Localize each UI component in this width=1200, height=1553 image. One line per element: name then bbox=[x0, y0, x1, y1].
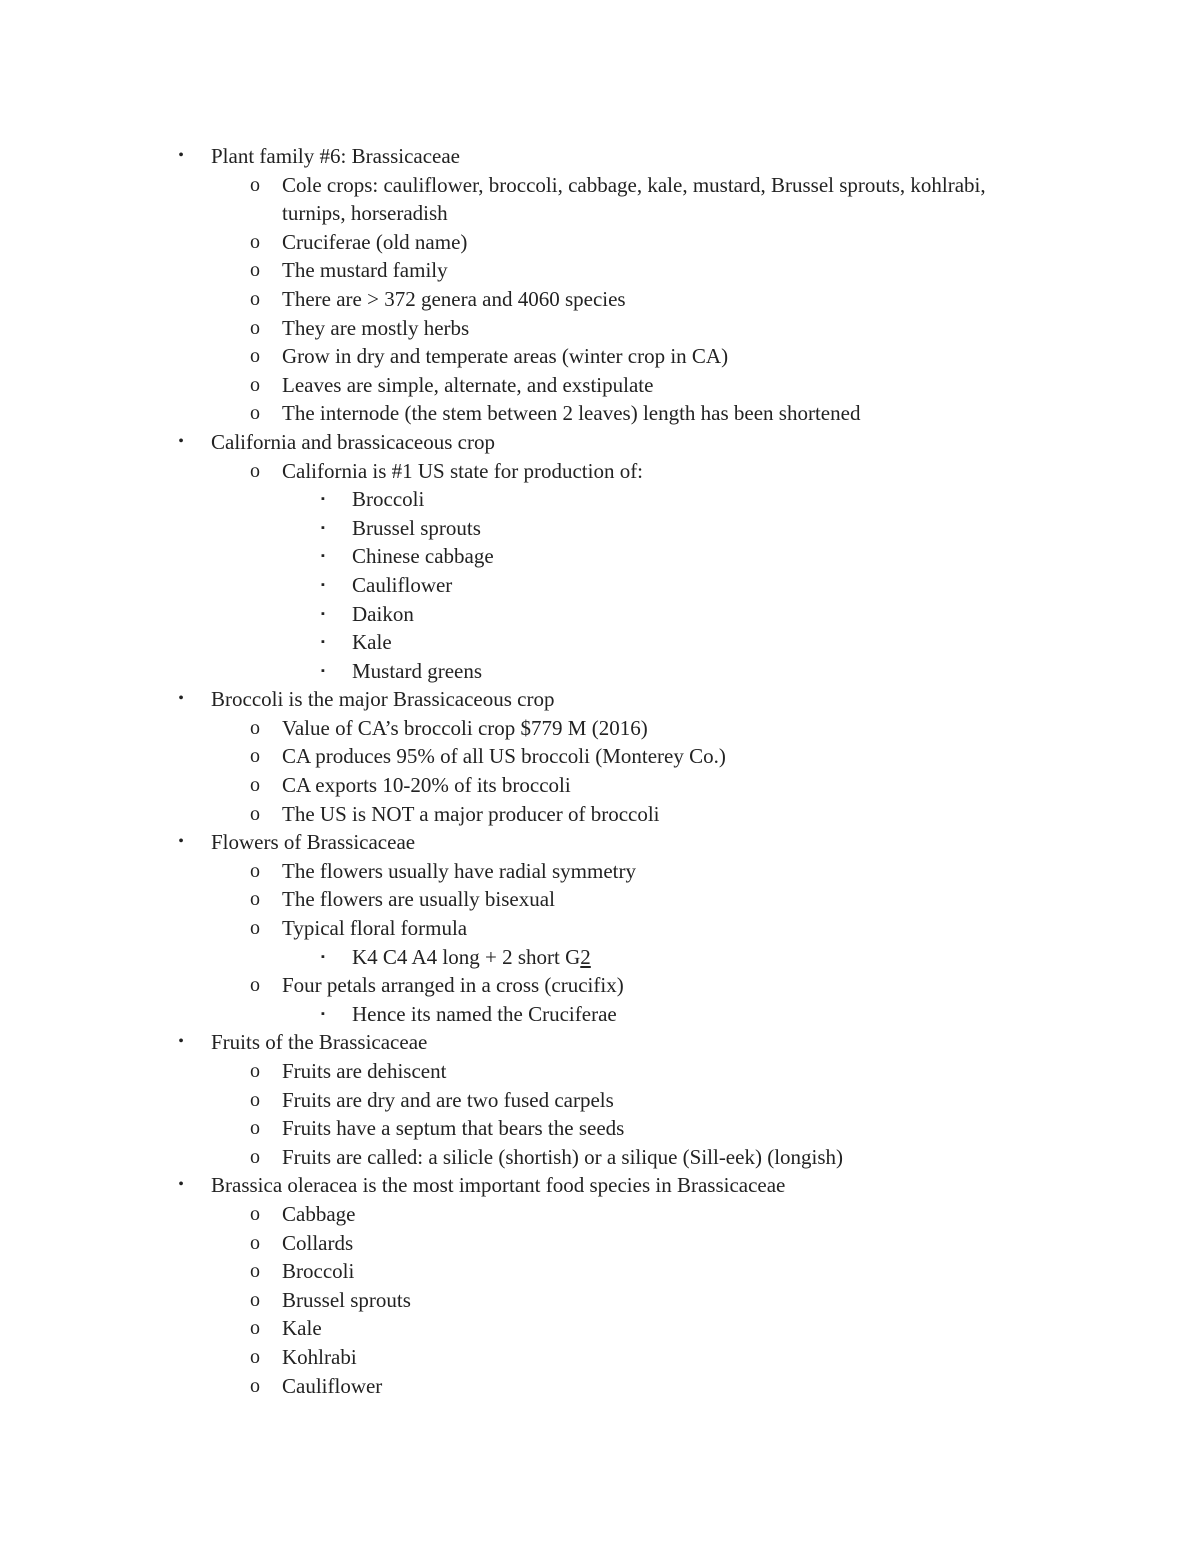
floral-formula: K4 C4 A4 long + 2 short G bbox=[352, 944, 581, 969]
bullet-marker: • bbox=[178, 833, 184, 851]
circle-marker: o bbox=[250, 774, 260, 797]
sub-item bbox=[0, 1086, 1200, 1115]
circle-marker: o bbox=[250, 259, 260, 282]
sub-sub-item bbox=[0, 943, 1200, 972]
bullet-marker: • bbox=[178, 690, 184, 708]
sub-item-text: There are > 372 genera and 4060 species bbox=[282, 286, 626, 311]
sub-item bbox=[0, 256, 1200, 285]
sub-item bbox=[0, 342, 1200, 371]
sub-item bbox=[0, 1057, 1200, 1086]
circle-marker: o bbox=[250, 373, 260, 396]
sub-item bbox=[0, 885, 1200, 914]
sub-sub-item bbox=[0, 542, 1200, 571]
sub-item bbox=[0, 1200, 1200, 1229]
crop-name: Broccoli bbox=[352, 487, 425, 512]
sub-item-text: CA produces 95% of all US broccoli (Monterey Co.) bbox=[282, 744, 726, 769]
circle-marker: o bbox=[250, 1088, 260, 1111]
circle-marker: o bbox=[250, 1145, 260, 1168]
sub-item-text: Cruciferae (old name) bbox=[282, 229, 468, 254]
notes-document bbox=[0, 142, 1200, 1400]
sub-item bbox=[0, 1314, 1200, 1343]
square-marker: ▪ bbox=[321, 1007, 325, 1020]
sub-item bbox=[0, 914, 1200, 943]
crop-name: Kale bbox=[352, 630, 392, 655]
circle-marker: o bbox=[250, 1060, 260, 1082]
sub-sub-item bbox=[0, 628, 1200, 657]
circle-marker: o bbox=[250, 1374, 260, 1397]
section-heading: Plant family #6: Brassicaceae bbox=[211, 144, 460, 168]
bullet-item bbox=[0, 685, 1200, 714]
sub-item-text: Fruits are dehiscent bbox=[282, 1059, 447, 1083]
sub-sub-item-text: Hence its named the Cruciferae bbox=[352, 1001, 617, 1026]
circle-marker: o bbox=[250, 1231, 260, 1254]
sub-sub-item bbox=[0, 657, 1200, 686]
sub-item bbox=[0, 714, 1200, 743]
sub-item-text: They are mostly herbs bbox=[282, 315, 470, 340]
circle-marker: o bbox=[250, 745, 260, 768]
sub-item bbox=[0, 1257, 1200, 1286]
sub-item bbox=[0, 371, 1200, 400]
sub-item-text: Fruits are called: a silicle (shortish) or a silique (Sill-eek) (longish) bbox=[282, 1144, 844, 1169]
circle-marker: o bbox=[250, 345, 260, 368]
circle-marker: o bbox=[250, 1260, 260, 1283]
bullet-item bbox=[0, 828, 1200, 857]
sub-item-text: Value of CA’s broccoli crop $779 M (2016) bbox=[282, 715, 648, 740]
sub-item bbox=[0, 285, 1200, 314]
sub-item-text: The flowers usually have radial symmetry bbox=[282, 858, 636, 883]
sub-item-text: California is #1 US state for production of: bbox=[282, 458, 644, 483]
circle-marker: o bbox=[250, 917, 260, 940]
sub-item-text: The flowers are usually bisexual bbox=[282, 887, 555, 912]
sub-item bbox=[0, 1143, 1200, 1172]
sub-item bbox=[0, 742, 1200, 771]
sub-sub-item bbox=[0, 600, 1200, 629]
sub-item-text: Cabbage bbox=[282, 1201, 356, 1226]
sub-item-text: Cole crops: cauliflower, broccoli, cabbage, kale, mustard, Brussel sprouts, kohlrabi, turnips, horseradish bbox=[282, 172, 986, 226]
bullet-item bbox=[0, 1171, 1200, 1200]
circle-marker: o bbox=[250, 459, 260, 482]
crop-name: Daikon bbox=[352, 601, 414, 626]
bullet-marker: • bbox=[178, 1176, 184, 1194]
sub-item bbox=[0, 1372, 1200, 1401]
sub-item bbox=[0, 1343, 1200, 1372]
section-heading: Broccoli is the major Brassicaceous crop bbox=[211, 687, 555, 712]
bullet-item bbox=[0, 142, 1200, 171]
circle-marker: o bbox=[250, 802, 260, 825]
circle-marker: o bbox=[250, 1345, 260, 1368]
circle-marker: o bbox=[250, 287, 260, 310]
square-marker: ▪ bbox=[321, 493, 325, 506]
sub-item-text: Kohlrabi bbox=[282, 1344, 357, 1369]
sub-item-text: The mustard family bbox=[282, 258, 448, 283]
circle-marker: o bbox=[250, 230, 260, 253]
sub-item-text: CA exports 10-20% of its broccoli bbox=[282, 773, 571, 798]
square-marker: ▪ bbox=[321, 664, 325, 677]
sub-item-text: Brussel sprouts bbox=[282, 1287, 411, 1312]
sub-item bbox=[0, 771, 1200, 800]
sub-item-text: Fruits have a septum that bears the seeds bbox=[282, 1116, 625, 1141]
sub-item-text: Typical floral formula bbox=[282, 916, 468, 941]
section-heading: Brassica oleracea is the most important food species in Brassicaceae bbox=[211, 1173, 786, 1198]
sub-sub-item bbox=[0, 514, 1200, 543]
sub-item bbox=[0, 1114, 1200, 1143]
sub-item bbox=[0, 1229, 1200, 1258]
sub-item-text: Cauliflower bbox=[282, 1373, 383, 1398]
sub-item-text: Grow in dry and temperate areas (winter crop in CA) bbox=[282, 344, 729, 369]
circle-marker: o bbox=[250, 402, 260, 425]
bullet-item bbox=[0, 1028, 1200, 1057]
circle-marker: o bbox=[250, 1202, 260, 1225]
sub-item-text: Broccoli bbox=[282, 1259, 355, 1284]
sub-item bbox=[0, 971, 1200, 1000]
sub-item-text: Four petals arranged in a cross (crucifix) bbox=[282, 973, 624, 998]
square-marker: ▪ bbox=[321, 607, 325, 620]
square-marker: ▪ bbox=[321, 578, 325, 591]
circle-marker: o bbox=[250, 1117, 260, 1140]
bullet-marker: • bbox=[178, 147, 184, 164]
sub-item-text: The internode (the stem between 2 leaves) length has been shortened bbox=[282, 401, 861, 426]
sub-item-text: Kale bbox=[282, 1316, 322, 1341]
section-heading: Fruits of the Brassicaceae bbox=[211, 1030, 428, 1055]
circle-marker: o bbox=[250, 974, 260, 997]
circle-marker: o bbox=[250, 716, 260, 739]
bullet-item bbox=[0, 428, 1200, 457]
sub-item bbox=[0, 314, 1200, 343]
sub-item-text: Fruits are dry and are two fused carpels bbox=[282, 1087, 614, 1112]
crop-name: Chinese cabbage bbox=[352, 544, 494, 569]
circle-marker: o bbox=[250, 173, 260, 196]
square-marker: ▪ bbox=[321, 950, 325, 963]
crop-name: Mustard greens bbox=[352, 658, 483, 683]
sub-sub-item bbox=[0, 571, 1200, 600]
sub-item bbox=[0, 800, 1200, 829]
square-marker: ▪ bbox=[321, 550, 325, 563]
circle-marker: o bbox=[250, 1317, 260, 1340]
section-heading: California and brassicaceous crop bbox=[211, 429, 495, 454]
floral-formula-underlined: 2 bbox=[580, 944, 591, 969]
sub-sub-item bbox=[0, 1000, 1200, 1029]
sub-sub-item bbox=[0, 485, 1200, 514]
sub-item bbox=[0, 171, 1002, 228]
square-marker: ▪ bbox=[321, 521, 325, 534]
square-marker: ▪ bbox=[321, 636, 325, 649]
circle-marker: o bbox=[250, 888, 260, 911]
sub-item bbox=[0, 228, 1200, 257]
crop-name: Cauliflower bbox=[352, 572, 453, 597]
sub-item-text: Collards bbox=[282, 1230, 354, 1255]
sub-item bbox=[0, 399, 1200, 428]
sub-item-text: The US is NOT a major producer of broccoli bbox=[282, 801, 660, 826]
circle-marker: o bbox=[250, 1288, 260, 1311]
section-heading: Flowers of Brassicaceae bbox=[211, 830, 416, 855]
sub-item bbox=[0, 1286, 1200, 1315]
circle-marker: o bbox=[250, 859, 260, 882]
bullet-marker: • bbox=[178, 432, 184, 450]
circle-marker: o bbox=[250, 316, 260, 339]
bullet-marker: • bbox=[178, 1033, 184, 1051]
sub-item bbox=[0, 857, 1200, 886]
crop-name: Brussel sprouts bbox=[352, 515, 481, 540]
sub-item bbox=[0, 457, 1200, 486]
sub-item-text: Leaves are simple, alternate, and exstipulate bbox=[282, 372, 654, 397]
